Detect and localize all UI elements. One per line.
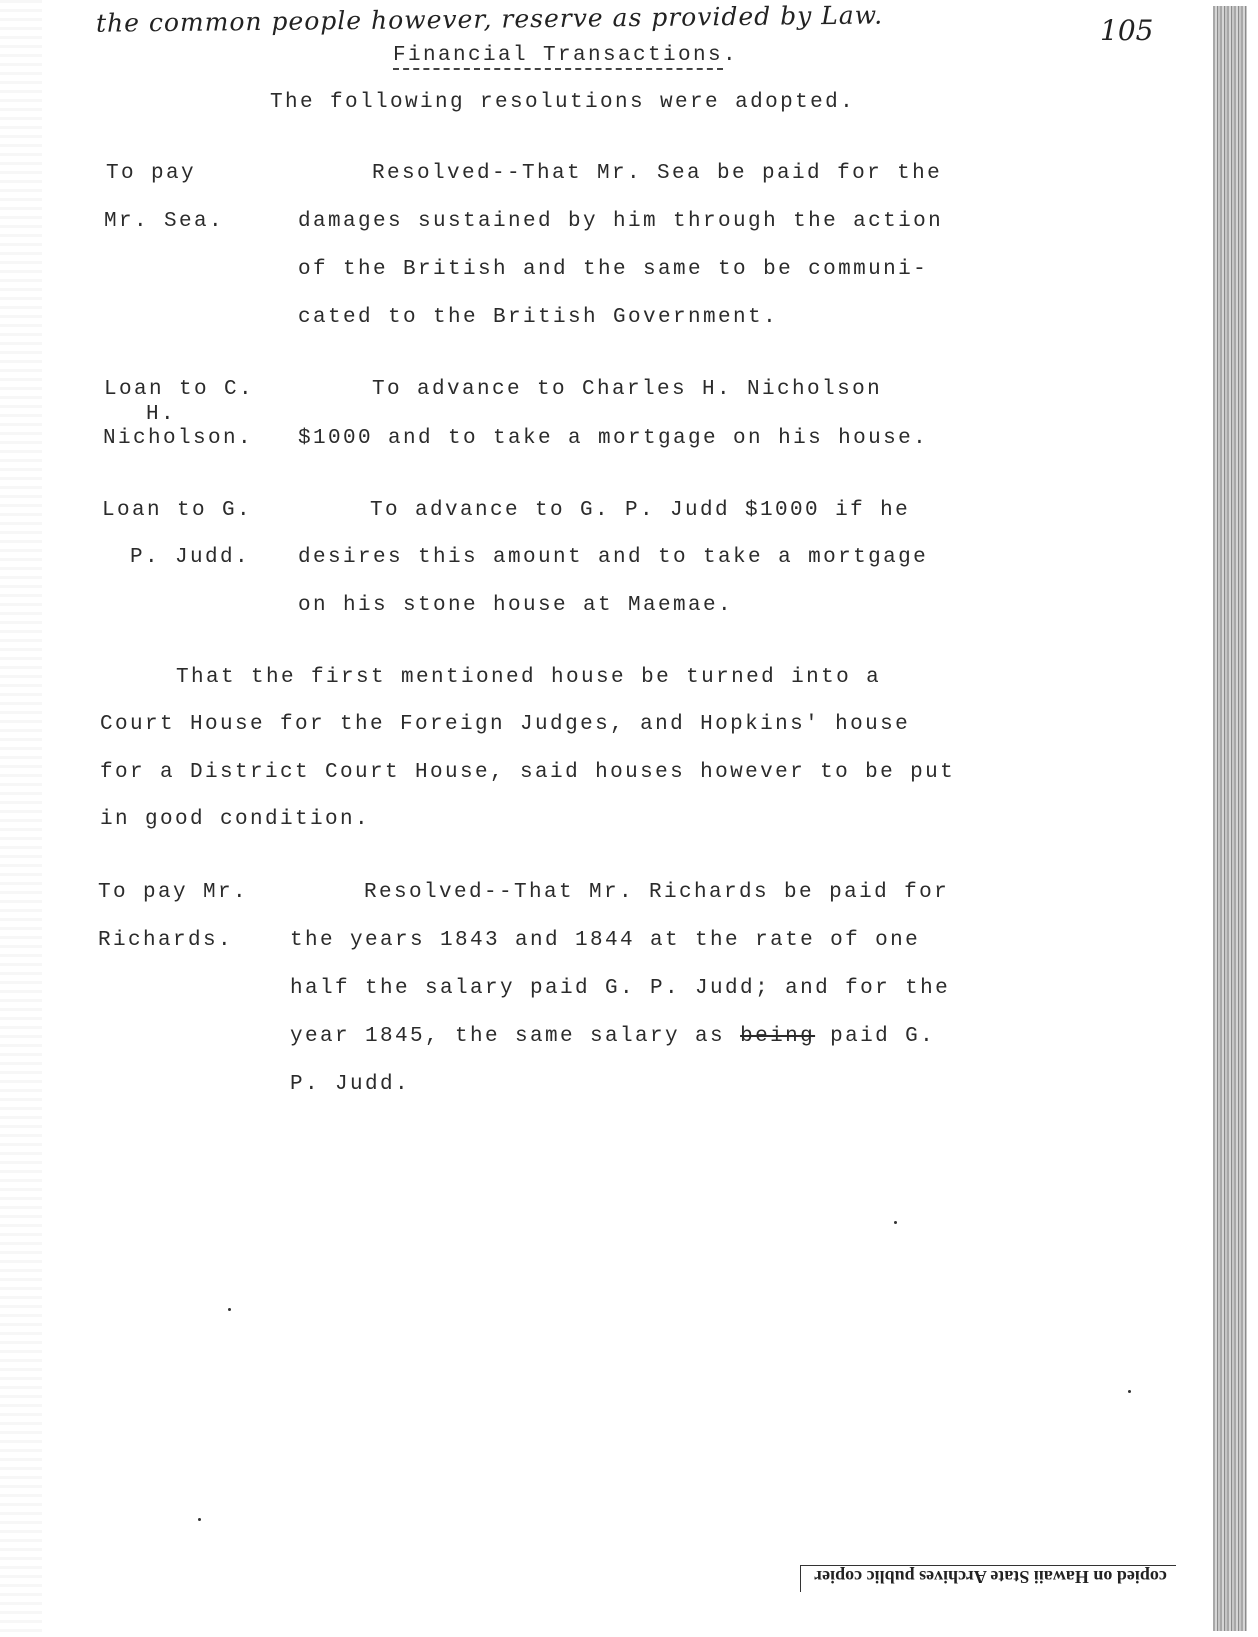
margin-note: Mr. Sea.	[104, 210, 225, 233]
scan-speck	[198, 1518, 201, 1521]
margin-note: Richards.	[98, 929, 234, 952]
line-text: year 1845, the same salary as	[290, 1025, 741, 1048]
resolution-line: half the salary paid G. P. Judd; and for the	[290, 977, 951, 1000]
paragraph-line: in good condition.	[100, 808, 371, 831]
handwritten-note: the common people however, reserve as provided by Law.	[95, 0, 884, 38]
resolution-line: Resolved--That Mr. Sea be paid for the	[372, 162, 943, 185]
scan-speck	[228, 1308, 231, 1311]
margin-note: Nicholson.	[103, 427, 254, 450]
line-text: paid G.	[815, 1025, 936, 1048]
resolution-line: on his stone house at Maemae.	[298, 594, 734, 617]
intro-text: The following resolutions were adopted.	[270, 91, 856, 114]
paragraph-line: for a District Court House, said houses however to be put	[100, 761, 956, 784]
resolution-line: To advance to Charles H. Nicholson	[372, 378, 883, 401]
resolution-line: cated to the British Government.	[298, 306, 779, 329]
margin-note: H.	[146, 403, 177, 426]
resolution-line: Resolved--That Mr. Richards be paid for	[364, 881, 950, 904]
resolution-line: the years 1843 and 1844 at the rate of one	[290, 929, 921, 952]
page-title: Financial Transactions	[393, 44, 723, 70]
paragraph-line: That the first mentioned house be turned into a	[176, 666, 882, 689]
page-number: 105	[1100, 14, 1154, 47]
resolution-line: $1000 and to take a mortgage on his house.	[298, 427, 929, 450]
resolution-line: of the British and the same to be communi-	[298, 258, 929, 281]
title-period: .	[723, 44, 736, 67]
margin-note: P. Judd.	[130, 546, 251, 569]
struck-word: being	[740, 1025, 816, 1048]
archive-stamp: copied on Hawaii State Archives public copier	[814, 1567, 1167, 1587]
resolution-line: desires this amount and to take a mortgage	[298, 546, 929, 569]
scan-speck	[1128, 1390, 1131, 1393]
scan-edge-left	[0, 0, 42, 1637]
margin-note: Loan to G.	[102, 499, 253, 522]
resolution-line: To advance to G. P. Judd $1000 if he	[370, 499, 911, 522]
resolution-line: P. Judd.	[290, 1073, 411, 1096]
paragraph-line: Court House for the Foreign Judges, and Hopkins' house	[100, 713, 911, 736]
margin-note: Loan to C.	[104, 378, 255, 401]
scan-speck	[894, 1221, 897, 1224]
margin-note: To pay	[106, 162, 197, 185]
margin-note: To pay Mr.	[98, 881, 249, 904]
resolution-line: damages sustained by him through the action	[298, 210, 944, 233]
scan-edge-right	[1213, 6, 1247, 1631]
resolution-line	[290, 1025, 935, 1048]
